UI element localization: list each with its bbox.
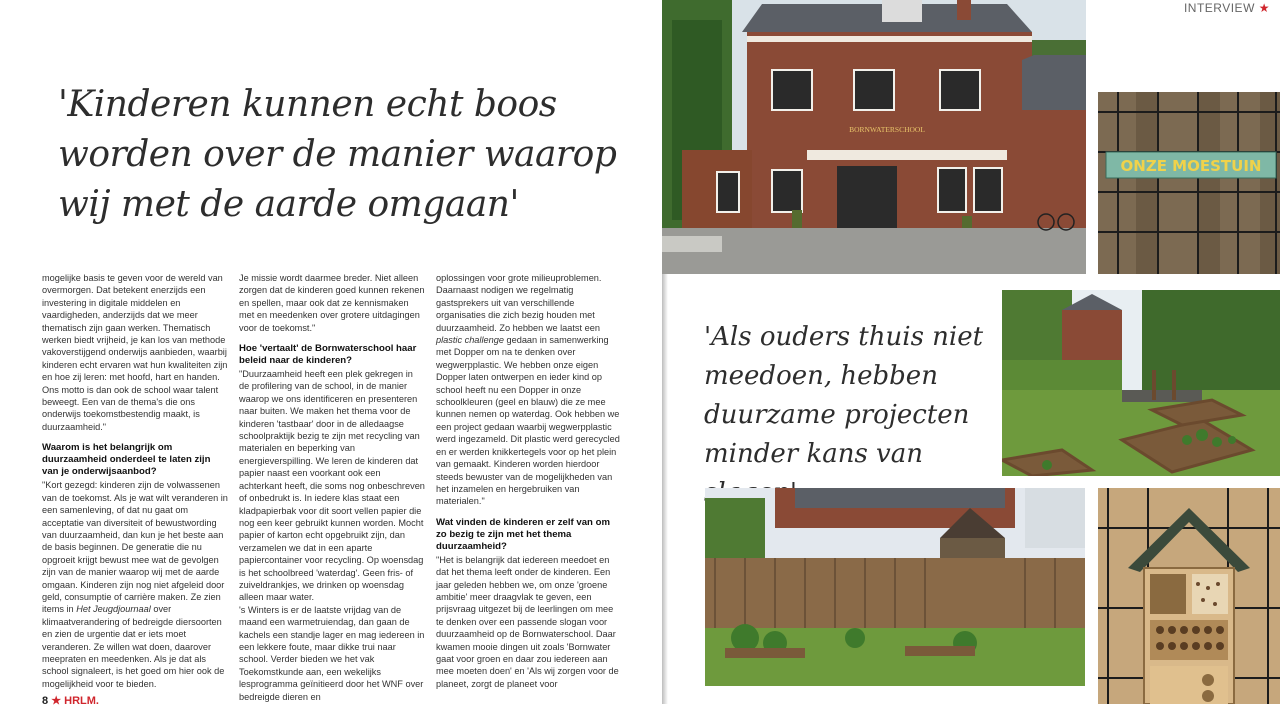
star-icon: ★ xyxy=(51,695,62,707)
paragraph: mogelijke basis te geven voor de wereld van overmorgen. Dat betekent enerzijds een investering in digitale middelen en vaardigheden, anderzijds dat we meer thematisch zijn gaan werken. Thematisch werken biedt vrijheid, je kan los van methode vakoverstijgend onderwijs aanbieden, waarbij kinderen echt ervaren wat hun kwaliteiten zijn en hoe zij leren: met hoofd, hart en handen. Ons motto is dan ook de school waar talent beweegt. Een van de thema's die ons onderwijs toekomstbestendig maakt, is duurzaamheid." xyxy=(42,273,228,432)
section-label xyxy=(1184,1,1270,15)
school-name-sign: BORNWATERSCHOOL xyxy=(849,125,925,134)
star-icon: ★ xyxy=(1258,1,1270,15)
pull-quote-main: 'Kinderen kunnen echt boos worden over de manier waarop wij met de aarde omgaan' xyxy=(58,84,617,225)
insect-hotel-photo xyxy=(1098,488,1280,704)
paragraph: oplossingen voor grote milieuproblemen. Daarnaast nodigen we regelmatig gastsprekers uit van verschillende organisaties die zich bezig houden met duurzaamheid. Zo hebben we laatst een plastic challenge gedaan in samenwerking met Dopper om na te denken over wegwerpplastic. We hebben onze eigen Dopper laten ontwerpen en ieder kind op school heeft nu een Dopper in onze schoolkleuren (geel en blauw) die ze mee kunnen nemen op waterdag. Ook hebben we een project gedaan waarbij wegwerpplastic werd ingezameld. Dit plastic werd gerecycled en er werden knikkertegels voor op het plein van gemaakt. Kinderen worden hierdoor steeds bewuster van de mogelijkheden van het inzamelen en hergebruiken van materialen." xyxy=(436,273,620,507)
school-building-photo xyxy=(662,0,1086,274)
right-page xyxy=(662,0,1280,704)
paragraph: "Duurzaamheid heeft een plek gekregen in de profilering van de school, in de manier waarop we ons identificeren en presenteren naar buiten. We maken het thema voor de kinderen 'tastbaar' door in de alledaagse schoolpraktijk bezig te zijn met recycling van materialen en beperking van energieverspilling. We leren de kinderen dat papier naast een voorkant ook een achterkant heeft, die soms nog onbeschreven of onbedrukt is. In iedere klas staat een kladpapierbak voor dit soort vellen papier die nog een keer gebruikt kunnen worden. Mocht papier of karton echt opgebruikt zijn, dan verzamelen we dat in een aparte papiercontainer voor recycling. Op woensdag is het schoolbreed 'waterdag'. Geen fris- of zuiveldrankjes, we drinken op woensdag alleen maar water. xyxy=(239,369,425,603)
garden-sign-photo xyxy=(1098,92,1280,274)
page-folio xyxy=(42,694,99,707)
paragraph: 's Winters is er de laatste vrijdag van de maand een warmetruiendag, dan gaan de kachels een standje lager en mag iedereen in een lekkere foute, maar dikke trui naar school. Verder bieden we het vak Toekomstkunde aan, een wekelijks lesprogramma geïnitieerd door het WNF over bedreigde dieren en xyxy=(239,604,425,702)
vegetable-garden-photo xyxy=(1002,290,1280,476)
pull-quote-secondary: 'Als ouders thuis niet meedoen, hebben duurzame projecten minder kans van xyxy=(704,322,984,469)
paragraph: "Het is belangrijk dat iedereen meedoet en dat het thema leeft onder de kinderen. Een jaar geleden hebben we, om onze 'groene ambitie' meer draagvlak te geven, een prijsvraag uitgezet bij de leerlingen om mee te denken over een passende slogan voor duurzaamheid op de Bornwaterschool. Daar kwamen mooie dingen uit zoals 'Bornwater gaat voor groen en daar zou iedereen aan mee moeten doen' en 'Als wij zorgen voor de planeet, zorgt de planeet voor xyxy=(436,554,619,689)
question-heading: Waarom is het belangrijk om duurzaamheid onderdeel te laten zijn van je onderwijsaanbod? xyxy=(42,442,211,478)
text-column-3 xyxy=(436,272,622,690)
page-number: 8 xyxy=(42,695,49,707)
question-heading: Wat vinden de kinderen er zelf van om zo bezig te zijn met het thema duurzaamheid? xyxy=(436,516,610,552)
magazine-logo: HRLM. xyxy=(64,695,99,707)
text-column-1 xyxy=(42,272,228,690)
text-column-2 xyxy=(239,272,425,703)
garden-sign-text: ONZE MOESTUIN xyxy=(1120,157,1262,175)
question-heading: Hoe 'vertaalt' de Bornwaterschool haar beleid naar de kinderen? xyxy=(239,343,417,367)
paragraph: "Kort gezegd: kinderen zijn de volwassenen van de toekomst. Als je wat wilt veranderen in een samenleving, of dat nu gaat om acceptatie van diversiteit of bewustwording van duurzaamheid, dan kun je het beste aan de basis beginnen. De generatie die nu opgroeit krijgt bewust mee wat de gevolgen zijn van de manier waarop wij met de aarde omgaan. Kinderen zijn nog niet afgeleid door geld, consumptie of carrière maken. Ze zien items in Het Jeugdjournaal over klimaatverandering of bedreigde diersoorten en zien de urgentie dat er iets moet veranderen. Ze willen wat doen, daarover meepraten en meedenken. Als je dat als school signaleert, is het goed om hier ook de mogelijkheid voor te bieden. xyxy=(42,480,228,689)
school-garden-fence-photo xyxy=(705,488,1085,686)
section-name: INTERVIEW xyxy=(1183,1,1255,15)
paragraph: Je missie wordt daarmee breder. Niet alleen zorgen dat de kinderen goed kunnen rekenen en spellen, maar ook dat ze kennismaken met en meedenken over grotere uitdagingen voor de toekomst." xyxy=(239,273,425,333)
